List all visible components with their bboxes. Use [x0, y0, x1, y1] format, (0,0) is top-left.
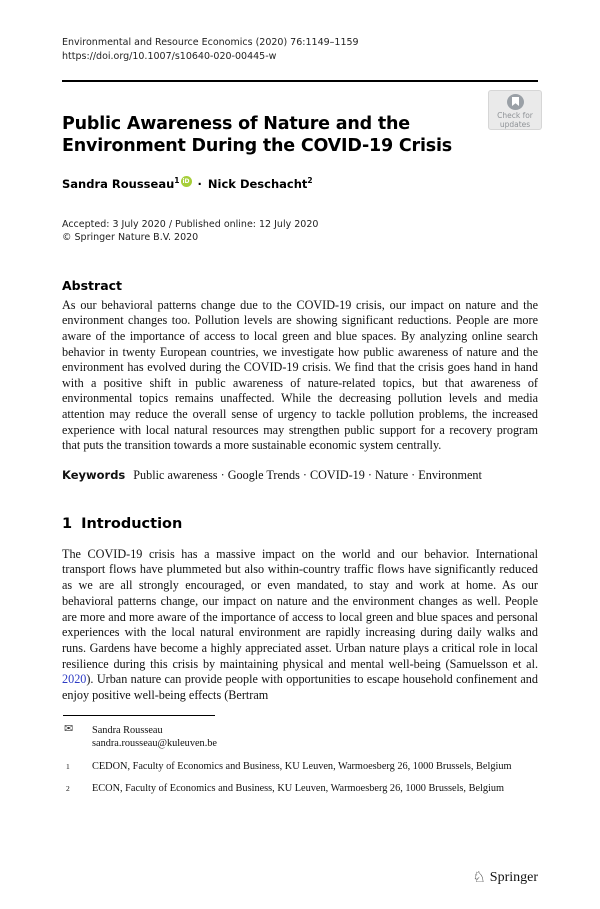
- author-line: [62, 176, 538, 191]
- author-2-name: Nick Deschacht: [207, 176, 308, 191]
- intro-text-before-citation: The COVID-19 crisis has a massive impact on the world and our behavior. International transport flows have plummeted but also within-country traffic flows have significantly reduced as we are all strongly encouraged, or even mandated, to stay and work at home. As our behavioral patterns change, our impact on nature and the environment changes as well. People are more and more aware of the importance of access to local green and blue spaces and personal experiences with the local natural environment are rapidly increasing during daily walks and runs. Gardens have become a highly appreciated asset. Urban nature plays a critical role in local resilience during this crisis by maintaining physical and mental well-being (Samuelsson et al.: [62, 546, 538, 671]
- keywords-label: Keywords: [62, 467, 126, 482]
- keywords-values: Public awareness · Google Trends · COVID-19 · Nature · Environment: [133, 467, 482, 482]
- doi-line: https://doi.org/10.1007/s10640-020-00445-w: [62, 50, 277, 62]
- section-title: Introduction: [81, 515, 183, 532]
- accepted-line: Accepted: 3 July 2020 / Published online: 12 July 2020: [62, 218, 319, 230]
- section-number: 1: [62, 515, 73, 532]
- orcid-icon[interactable]: iD: [182, 178, 190, 185]
- affiliation-2-text: ECON, Faculty of Economics and Business, KU Leuven, Warmoesberg 26, 1000 Brussels, Belgium: [92, 783, 505, 795]
- footnote-block: [62, 715, 538, 796]
- journal-reference: [62, 36, 538, 63]
- springer-logo: [472, 868, 538, 887]
- journal-volume-line: Environmental and Resource Economics (2020) 76:1149–1159: [62, 37, 359, 48]
- author-2-affiliation-sup: 2: [307, 176, 313, 185]
- publication-dates: [62, 218, 538, 245]
- correspondence-details: [92, 724, 217, 751]
- check-for-updates-badge[interactable]: [488, 90, 542, 130]
- citation-link-samuelsson-2020[interactable]: 2020: [62, 672, 87, 687]
- bookmark-icon: [511, 97, 520, 107]
- introduction-paragraph: [62, 547, 538, 704]
- header-divider: [62, 80, 538, 82]
- author-separator: ·: [197, 176, 202, 191]
- check-updates-label: Check for updates: [497, 111, 533, 129]
- copyright-line: © Springer Nature B.V. 2020: [62, 232, 199, 244]
- affiliation-2: [62, 782, 538, 796]
- author-1-affiliation-sup: 1: [174, 176, 180, 185]
- abstract-text: As our behavioral patterns change due to the COVID-19 crisis, our impact on nature and the environment changes too. Pollution levels are showing significant reductions. People are more aware of the importance of access to local green and blue spaces. By analyzing online search behavior in twenty European countries, we investigate how public awareness of nature and the environment has evolved during the COVID-19 crisis. We find that the crisis goes hand in hand with a positive shift in public awareness of nature-related topics, but that awareness of environmental topics remains unaffected. While the decreasing pollution levels and media attention may reduce the overall sense of urgency to tackle pollution problems, the increased experience with local natural resources may strengthen public support for a recovery program that puts the transition towards a more sustainable economic system centrally.: [62, 297, 538, 453]
- check-updates-icon: [507, 94, 524, 110]
- abstract-heading: Abstract: [62, 277, 123, 293]
- correspondence-block: [62, 724, 538, 751]
- section-heading-introduction: [62, 516, 538, 532]
- correspondence-email[interactable]: sandra.rousseau@kuleuven.be: [92, 738, 217, 750]
- envelope-icon: ✉: [64, 722, 74, 735]
- affiliation-2-number: 2: [66, 784, 70, 794]
- correspondence-name: Sandra Rousseau: [92, 724, 163, 736]
- springer-knight-icon: ♘: [472, 870, 486, 886]
- affiliation-1: [62, 760, 538, 774]
- author-1-name: Sandra Rousseau: [62, 176, 175, 191]
- affiliation-1-text: CEDON, Faculty of Economics and Business, KU Leuven, Warmoesberg 26, 1000 Brussels, Belgium: [92, 760, 512, 772]
- affiliation-1-number: 1: [66, 761, 70, 771]
- article-title: Public Awareness of Nature and the Environment During the COVID-19 Crisis: [62, 114, 452, 156]
- intro-text-after-citation: ). Urban nature can provide people with opportunities to escape household confinement and enjoy positive well-being effects (Bertram: [62, 672, 538, 703]
- keywords-line: [62, 468, 538, 483]
- springer-logo-text: Springer: [489, 869, 538, 885]
- footnote-divider: [63, 715, 215, 716]
